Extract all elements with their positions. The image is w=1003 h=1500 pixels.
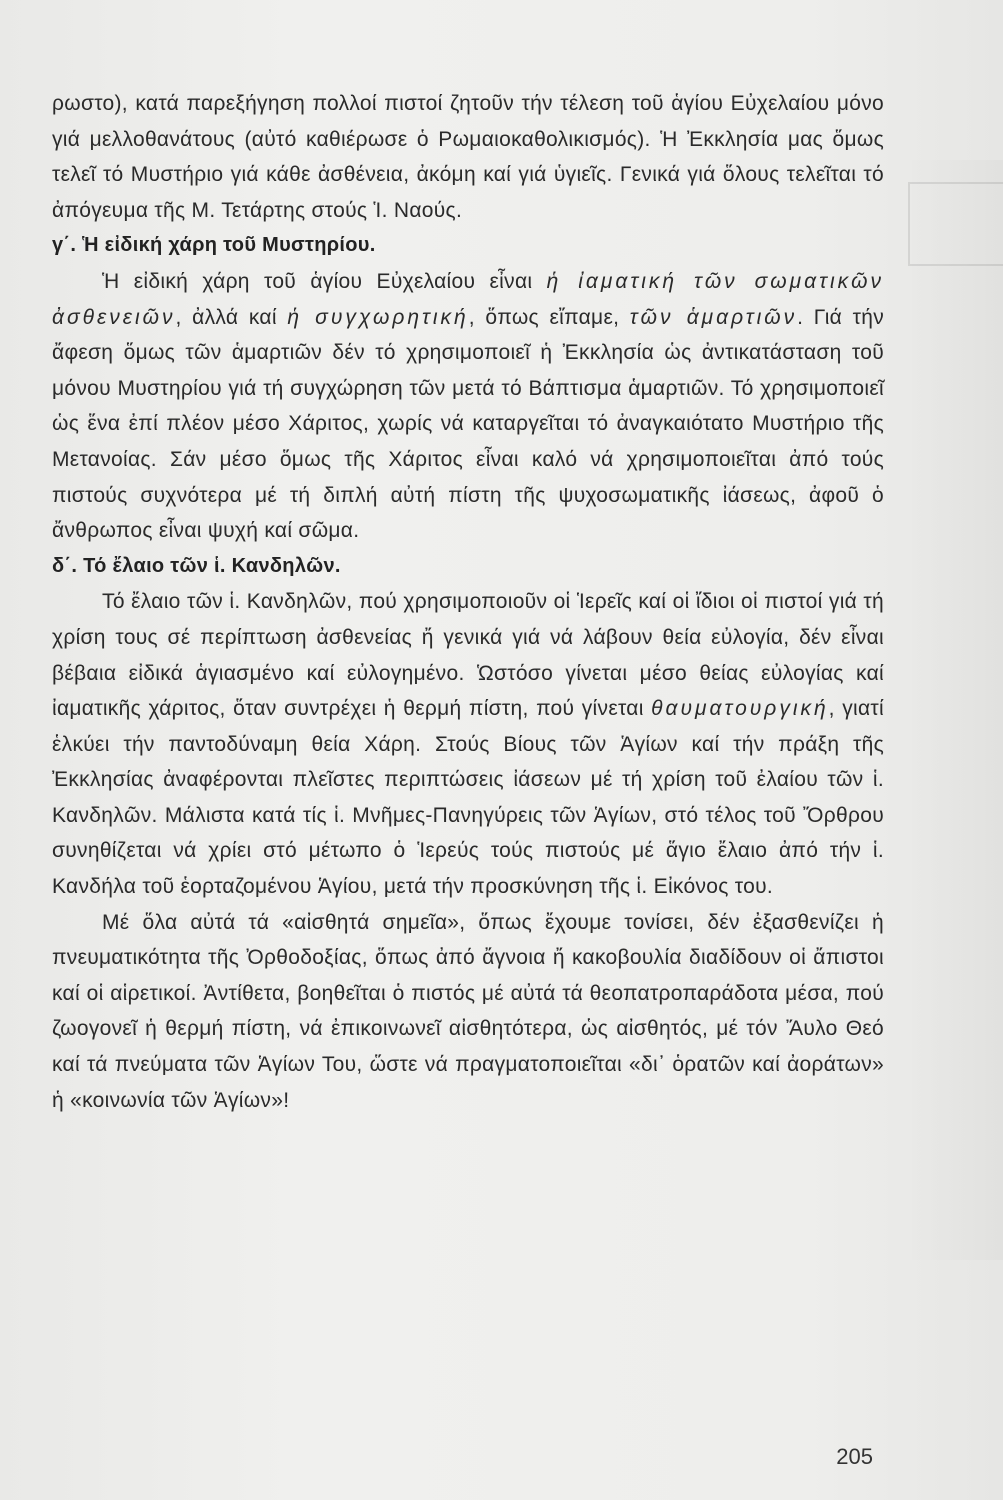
text-span: , ὅπως εἴπαμε, — [468, 305, 630, 329]
text-span: Τό ἔλαιο τῶν ἱ. Κανδηλῶν, πού χρησιμοποιοῦν οἱ Ἱερεῖς καί οἱ ἴδιοι οἱ πιστοί γιά τή χρίση τους σέ περίπτωση ἀσθενείας ἤ γενικά γιά νά λάβουν θεία εὐλογία, δέν εἶναι βέβαια εἰδικά ἁγιασμένο καί εὐλογημένο. Ὡστόσο γίνεται μέσο θείας εὐλογίας καί ἰαματικῆς χάριτος, ὅταν συντρέχει ἡ θερμή πίστη, πού γίνεται — [52, 590, 884, 721]
italic-span: ἡ συγχωρητική — [287, 305, 469, 329]
page-number: 205 — [836, 1444, 873, 1469]
italic-span: ἡ ἰαματική τῶν σωματικῶν ἀσθενειῶν — [52, 269, 884, 329]
page-edge-shadow — [903, 160, 1003, 1260]
text-span: ρωστο), κατά παρεξήγηση πολλοί πιστοί ζητοῦν τήν τέλεση τοῦ ἁγίου Εὐχελαίου μόνο γιά μελλοθανάτους (αὐτό καθιέρωσε ὁ Ρωμαιοκαθολικισμός). Ἡ Ἐκκλησία μας ὅμως τελεῖ τό Μυστήριο γιά κάθε ἀσθένεια, ἀκόμη καί γιά ὑγιεῖς. Γενικά γιά ὅλους τελεῖται τό ἀπόγευμα τῆς Μ. Τετάρτης στούς Ἱ. Ναούς. — [52, 92, 884, 222]
section-c-paragraph — [52, 264, 884, 549]
page-body — [52, 86, 884, 1118]
bleed-through-box — [908, 182, 1003, 266]
text-span: Μέ ὅλα αὐτά τά «αἰσθητά σημεῖα», ὅπως ἔχουμε τονίσει, δέν ἐξασθενίζει ἡ πνευματικότητα τῆς Ὀρθοδοξίας, ὅπως ἀπό ἄγνοια ἤ κακοβουλία διαδίδουν οἱ ἄπιστοι καί οἱ αἱρετικοί. Ἀντίθετα, βοηθεῖται ὁ πιστός μέ αὐτά τά θεοπατροπαράδοτα μέσα, πού ζωογονεῖ ἡ θερμή πίστη, νά ἐπικοινωνεῖ αἰσθητότερα, ὡς αἰσθητός, μέ τόν Ἄυλο Θεό καί τά πνεύματα τῶν Ἁγίων Του, ὥστε νά πραγματοποιεῖται «δι᾽ ὁρατῶν καί ἀοράτων» ἡ «κοινωνία τῶν Ἁγίων»! — [52, 910, 884, 1112]
italic-span: τῶν ἁμαρτιῶν — [629, 305, 798, 329]
section-d-heading: δ΄. Τό ἔλαιο τῶν ἱ. Κανδηλῶν. — [52, 554, 341, 577]
text-span: Ἡ εἰδική χάρη τοῦ ἁγίου Εὐχελαίου εἶναι — [102, 269, 547, 293]
text-span: , γιατί ἑλκύει τήν παντοδύναμη θεία Χάρη. Στούς Βίους τῶν Ἁγίων καί τήν πράξη τῆς Ἐκκλησίας ἀναφέρονται πλεῖστες περιπτώσεις ἰάσεων μέ τή χρίση τοῦ ἐλαίου τῶν ἱ. Κανδηλῶν. Μάλιστα κατά τίς ἱ. Μνῆμες-Πανηγύρεις τῶν Ἁγίων, στό τέλος τοῦ Ὄρθρου συνηθίζεται νά χρίει στό μέτωπο ὁ Ἱερεύς τούς πιστούς μέ ἅγιο ἔλαιο ἀπό τήν ἱ. Κανδήλα τοῦ ἑορταζομένου Ἁγίου, μετά τήν προσκύνηση τῆς ἱ. Εἰκόνος του. — [52, 697, 884, 899]
text-span: . Γιά τήν ἄφεση ὅμως τῶν ἁμαρτιῶν δέν τό χρησιμοποιεῖ ἡ Ἐκκλησία ὡς ἀντικατάσταση τοῦ μόνου Μυστηρίου γιά τή συγχώρηση τῶν μετά τό Βάπτισμα ἁμαρτιῶν. Τό χρησιμοποιεῖ ὡς ἕνα ἐπί πλέον μέσο Χάριτος, χωρίς νά καταργεῖται τό ἀναγκαιότατο Μυστήριο τῆς Μετανοίας. Σάν μέσο ὅμως τῆς Χάριτος εἶναι καλό νά χρησιμοποιεῖται ἀπό τούς πιστούς συχνότερα μέ τή διπλή αὐτή πίστη τῆς ψυχοσωματικῆς ἰάσεως, ἀφοῦ ὁ ἄνθρωπος εἶναι ψυχή καί σῶμα. — [52, 305, 885, 543]
text-span: , ἀλλά καί — [175, 305, 288, 329]
section-c-heading: γ΄. Ἡ εἰδική χάρη τοῦ Μυστηρίου. — [52, 234, 376, 257]
italic-span: θαυματουργική — [651, 697, 829, 721]
section-d-paragraph-2 — [52, 905, 884, 1119]
intro-paragraph — [52, 86, 884, 228]
section-d-paragraph-1 — [52, 584, 884, 904]
